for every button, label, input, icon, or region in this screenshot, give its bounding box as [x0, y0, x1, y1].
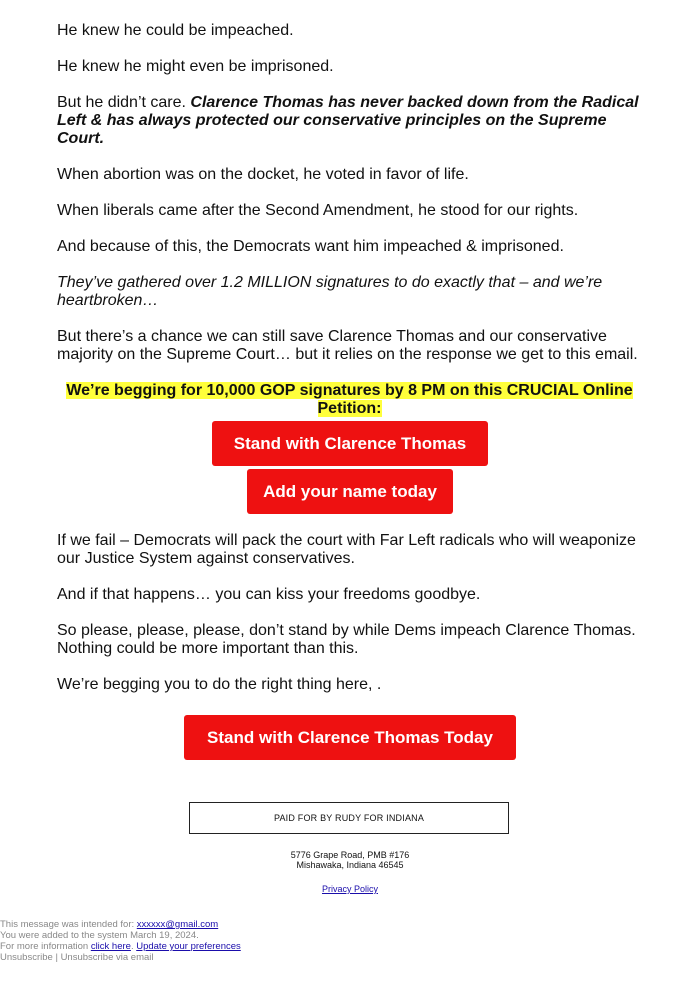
- click-here-link[interactable]: click here: [90, 941, 131, 952]
- address-line-2: Mishawaka, Indiana 46545: [296, 860, 404, 870]
- paid-for-disclaimer: PAID FOR BY RUDY FOR INDIANA: [189, 802, 509, 834]
- paragraph-democrats: And because of this, the Democrats want him impeached & imprisoned.: [57, 238, 564, 255]
- recipient-email-link[interactable]: xxxxxx@gmail.com: [136, 919, 219, 930]
- privacy-policy-link[interactable]: Privacy Policy: [321, 884, 378, 894]
- email-footer: [0, 919, 241, 963]
- stand-with-clarence-button[interactable]: Stand with Clarence Thomas: [212, 421, 488, 466]
- add-your-name-button[interactable]: Add your name today: [247, 469, 453, 514]
- paragraph-abortion: When abortion was on the docket, he voted in favor of life.: [57, 166, 469, 183]
- paragraph-didnt-care: [57, 94, 642, 148]
- paragraph-impeached: He knew he could be impeached.: [57, 22, 294, 39]
- paragraph-if-we-fail: If we fail – Democrats will pack the court with Far Left radicals who will weaponize our Justice System against conservatives.: [57, 532, 636, 567]
- paragraph-didnt-care-lead: But he didn’t care.: [57, 94, 191, 111]
- footer-separator: .: [130, 941, 137, 952]
- paragraph-didnt-care-emphasis: Clarence Thomas has never backed down from the Radical Left & has always protected our conservative principles on the Supreme Court.: [57, 94, 639, 147]
- petition-headline: [57, 382, 642, 418]
- paragraph-please: So please, please, please, don’t stand by while Dems impeach Clarence Thomas. Nothing could be more important than this.: [57, 622, 636, 657]
- update-preferences-link[interactable]: Update your preferences: [136, 941, 241, 952]
- footer-intended-row: [0, 919, 241, 930]
- footer-unsubscribe-row: [0, 952, 241, 963]
- unsubscribe-link[interactable]: Unsubscribe: [0, 952, 53, 963]
- paragraph-begging: We’re begging you to do the right thing here, .: [57, 676, 382, 693]
- footer-intended-label: This message was intended for:: [0, 919, 137, 930]
- unsubscribe-email-link[interactable]: Unsubscribe via email: [60, 952, 154, 963]
- footer-more-info-label: For more information: [0, 941, 91, 952]
- address-line-1: 5776 Grape Road, PMB #176: [290, 850, 410, 860]
- stand-with-clarence-today-button[interactable]: Stand with Clarence Thomas Today: [184, 715, 516, 760]
- footer-pipe: |: [52, 952, 61, 963]
- footer-added-text: You were added to the system March 19, 2024.: [0, 930, 199, 941]
- paragraph-freedoms: And if that happens… you can kiss your freedoms goodbye.: [57, 586, 481, 603]
- paragraph-signatures: They’ve gathered over 1.2 MILLION signatures to do exactly that – and we’re heartbroken…: [57, 274, 603, 309]
- petition-headline-text: We’re begging for 10,000 GOP signatures by 8 PM on this CRUCIAL Online Petition:: [66, 382, 633, 417]
- footer-more-info-row: [0, 941, 241, 952]
- paragraph-second-amendment: When liberals came after the Second Amendment, he stood for our rights.: [57, 202, 579, 219]
- privacy-policy-row: [0, 884, 700, 894]
- paragraph-imprisoned: He knew he might even be imprisoned.: [57, 58, 334, 75]
- paragraph-chance: But there’s a chance we can still save Clarence Thomas and our conservative majority on the Supreme Court… but it relies on the response we get to this email.: [57, 328, 638, 363]
